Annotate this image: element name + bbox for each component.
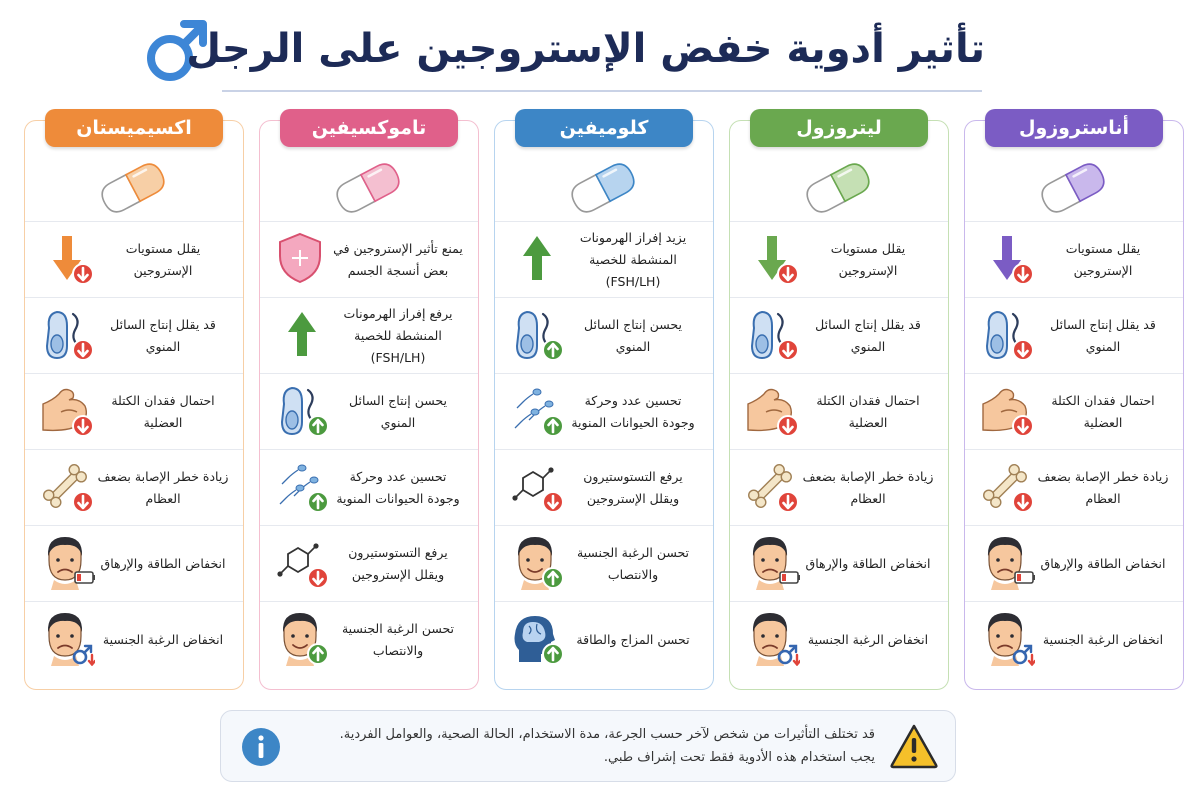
molecule-icon <box>274 534 330 590</box>
brain-head-icon <box>509 610 565 666</box>
effect-row <box>730 297 948 373</box>
sad-face-icon <box>979 610 1035 666</box>
effect-row <box>730 601 948 677</box>
effect-text: يحسن إنتاج السائل المنوي <box>349 393 447 430</box>
effects-list <box>25 221 243 677</box>
disclaimer-line-2: يجب استخدام هذه الأدوية فقط تحت إشراف طبي. <box>603 750 875 765</box>
effect-text: تحسن الرغبة الجنسية والانتصاب <box>341 621 455 658</box>
sad-face-icon <box>39 610 95 666</box>
arrow-down-icon <box>979 230 1035 286</box>
disclaimer-line-1: قد تختلف التأثيرات من شخص لآخر حسب الجرعة، مدة الاستخدام، الحالة الصحية، والعوامل الفردية. <box>339 727 875 742</box>
drug-columns <box>18 108 1182 690</box>
effect-row <box>495 449 713 525</box>
drug-name: اكسيميستان <box>45 109 223 147</box>
effect-text: يرفع التستوستيرون ويقلل الإستروجين <box>583 469 683 506</box>
effect-row <box>965 601 1183 677</box>
info-icon <box>241 727 281 767</box>
drug-column <box>964 117 1184 690</box>
effect-text: يقلل مستويات الإستروجين <box>125 241 201 278</box>
molecule-icon <box>509 458 565 514</box>
effect-row <box>965 221 1183 297</box>
effect-row <box>25 297 243 373</box>
effect-row <box>965 297 1183 373</box>
effect-text: يقلل مستويات الإستروجين <box>830 241 906 278</box>
effect-row <box>25 525 243 601</box>
warning-icon <box>889 723 939 769</box>
effect-text: تحسن المزاج والطاقة <box>576 632 690 647</box>
effect-text: يرفع التستوستيرون ويقلل الإستروجين <box>348 545 448 582</box>
testicle-icon <box>274 382 330 438</box>
effect-text: قد يقلل إنتاج السائل المنوي <box>1050 317 1156 354</box>
shield-icon <box>274 230 330 286</box>
drug-column <box>259 117 479 690</box>
effect-text: انخفاض الطاقة والإرهاق <box>805 556 931 571</box>
effect-row <box>965 373 1183 449</box>
effect-row <box>495 373 713 449</box>
drug-column <box>494 117 714 690</box>
sperm-icon <box>509 382 565 438</box>
muscle-icon <box>744 382 800 438</box>
effect-text: احتمال فقدان الكتلة العضلية <box>111 393 215 430</box>
effect-row <box>495 221 713 297</box>
effect-text: تحسين عدد وحركة وجودة الحيوانات المنوية <box>571 393 695 430</box>
drug-name: كلوميفين <box>515 109 693 147</box>
effect-text: تحسن الرغبة الجنسية والانتصاب <box>576 545 690 582</box>
sad-face-icon <box>744 610 800 666</box>
capsule-icon <box>565 163 641 213</box>
face-icon <box>509 534 565 590</box>
sperm-icon <box>274 458 330 514</box>
capsule-icon <box>330 163 406 213</box>
tired-face-icon <box>39 534 95 590</box>
effect-text: انخفاض الرغبة الجنسية <box>1042 632 1164 647</box>
disclaimer-box <box>220 710 956 782</box>
bone-icon <box>39 458 95 514</box>
effect-row <box>25 449 243 525</box>
header <box>0 0 1200 100</box>
effect-row <box>965 449 1183 525</box>
effect-text: احتمال فقدان الكتلة العضلية <box>1051 393 1155 430</box>
drug-name: تاموكسيفين <box>280 109 458 147</box>
effect-row <box>260 373 478 449</box>
effect-text: قد يقلل إنتاج السائل المنوي <box>815 317 921 354</box>
effect-row <box>730 449 948 525</box>
effect-row <box>965 525 1183 601</box>
arrow-up-icon <box>274 306 330 362</box>
effect-text: احتمال فقدان الكتلة العضلية <box>816 393 920 430</box>
page-title: تأثير أدوية خفض الإستروجين على الرجل <box>186 26 985 72</box>
effect-text: زيادة خطر الإصابة بضعف العظام <box>1037 469 1169 506</box>
effect-text: قد يقلل إنتاج السائل المنوي <box>110 317 216 354</box>
muscle-icon <box>979 382 1035 438</box>
arrow-down-icon <box>39 230 95 286</box>
effect-row <box>260 297 478 373</box>
drug-column <box>729 117 949 690</box>
effect-text: انخفاض الطاقة والإرهاق <box>100 556 226 571</box>
effects-list <box>495 221 713 677</box>
effect-row <box>260 221 478 297</box>
effect-row <box>730 221 948 297</box>
effect-row <box>25 221 243 297</box>
effects-list <box>730 221 948 677</box>
effect-text: تحسين عدد وحركة وجودة الحيوانات المنوية <box>336 469 460 506</box>
effect-text: انخفاض الطاقة والإرهاق <box>1040 556 1166 571</box>
effect-row <box>260 449 478 525</box>
effect-row <box>260 601 478 677</box>
effect-text: يزيد إفراز الهرمونات المنشطة للخصية (FSH/LH) <box>579 230 687 289</box>
testicle-icon <box>509 306 565 362</box>
testicle-icon <box>744 306 800 362</box>
effect-text: يمنع تأثير الإستروجين في بعض أنسجة الجسم <box>333 241 463 278</box>
effect-text: زيادة خطر الإصابة بضعف العظام <box>97 469 229 506</box>
bone-icon <box>979 458 1035 514</box>
bone-icon <box>744 458 800 514</box>
effect-text: انخفاض الرغبة الجنسية <box>807 632 929 647</box>
tired-face-icon <box>979 534 1035 590</box>
effect-text: يقلل مستويات الإستروجين <box>1065 241 1141 278</box>
effect-row <box>730 373 948 449</box>
tired-face-icon <box>744 534 800 590</box>
disclaimer-text <box>315 723 875 769</box>
title-divider <box>222 90 982 92</box>
testicle-icon <box>979 306 1035 362</box>
muscle-icon <box>39 382 95 438</box>
effect-row <box>495 525 713 601</box>
effect-text: انخفاض الرغبة الجنسية <box>102 632 224 647</box>
capsule-icon <box>800 163 876 213</box>
testicle-icon <box>39 306 95 362</box>
effect-row <box>730 525 948 601</box>
effect-row <box>260 525 478 601</box>
effect-text: يرفع إفراز الهرمونات المنشطة للخصية (FSH/LH) <box>343 306 453 365</box>
drug-name: أناستروزول <box>985 109 1163 147</box>
effect-row <box>495 601 713 677</box>
drug-name: ليتروزول <box>750 109 928 147</box>
effect-row <box>495 297 713 373</box>
effects-list <box>260 221 478 677</box>
drug-column <box>24 117 244 690</box>
capsule-icon <box>1035 163 1111 213</box>
arrow-down-icon <box>744 230 800 286</box>
effect-text: يحسن إنتاج السائل المنوي <box>584 317 682 354</box>
effect-text: زيادة خطر الإصابة بضعف العظام <box>802 469 934 506</box>
capsule-icon <box>95 163 171 213</box>
face-icon <box>274 610 330 666</box>
arrow-up-icon <box>509 230 565 286</box>
effect-row <box>25 601 243 677</box>
effect-row <box>25 373 243 449</box>
effects-list <box>965 221 1183 677</box>
